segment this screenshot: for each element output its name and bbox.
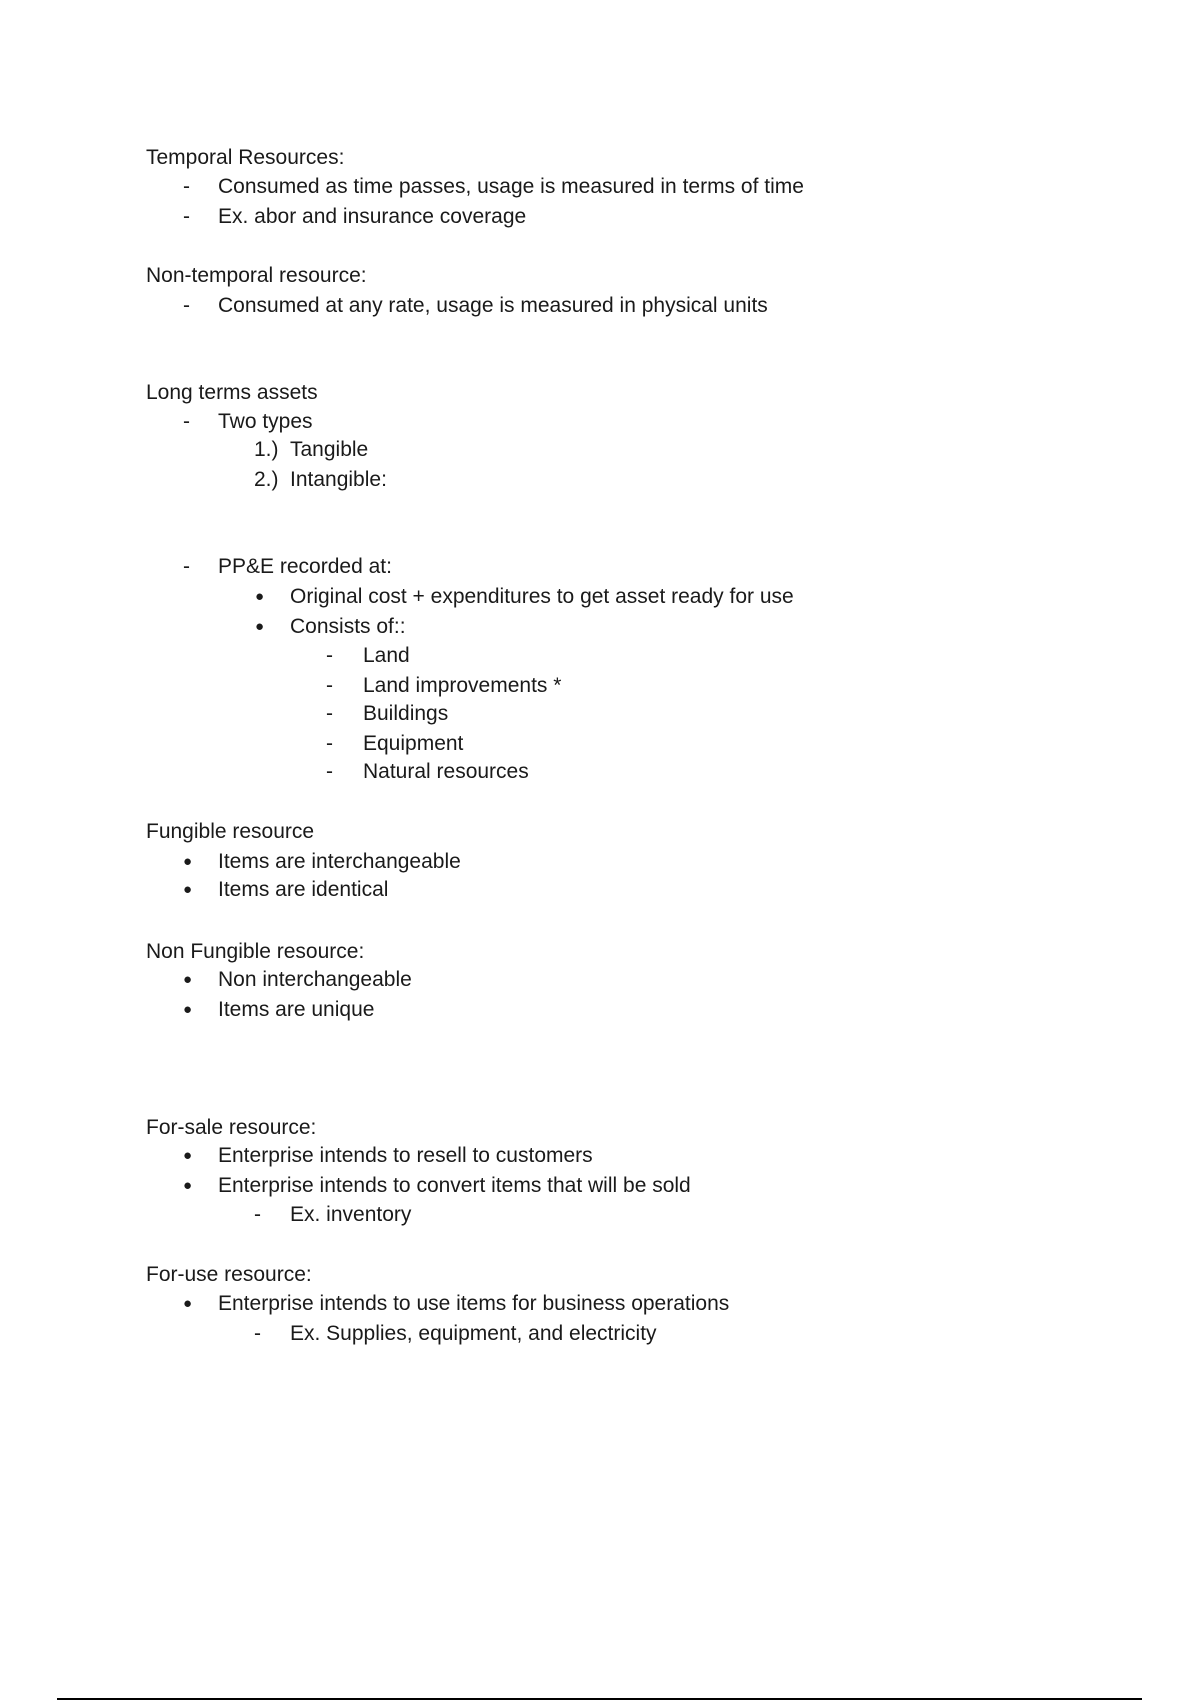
bullet-marker: ● — [255, 588, 265, 605]
list-item: Land — [363, 644, 410, 667]
dash-marker: - — [326, 732, 333, 755]
heading-for-use-resource: For-use resource: — [146, 1263, 312, 1286]
bullet-marker: ● — [255, 618, 265, 635]
bullet-marker: ● — [183, 1147, 193, 1164]
heading-long-term-assets: Long terms assets — [146, 381, 318, 404]
number-marker: 1.) — [254, 438, 279, 461]
heading-temporal-resources: Temporal Resources: — [146, 146, 345, 169]
list-item: Consists of:: — [290, 615, 406, 638]
bullet-marker: ● — [183, 971, 193, 988]
list-item: Enterprise intends to convert items that will be sold — [218, 1174, 691, 1197]
dash-marker: - — [183, 175, 190, 198]
list-item: Land improvements * — [363, 674, 562, 697]
list-item: Enterprise intends to resell to customers — [218, 1144, 593, 1167]
dash-marker: - — [183, 555, 190, 578]
bullet-marker: ● — [183, 1001, 193, 1018]
list-item: Ex. inventory — [290, 1203, 412, 1226]
list-item: PP&E recorded at: — [218, 555, 392, 578]
dash-marker: - — [183, 205, 190, 228]
bullet-marker: ● — [183, 881, 193, 898]
heading-fungible-resource: Fungible resource — [146, 820, 315, 843]
dash-marker: - — [183, 294, 190, 317]
heading-non-fungible-resource: Non Fungible resource: — [146, 940, 365, 963]
list-item: Items are identical — [218, 878, 389, 901]
bullet-marker: ● — [183, 1295, 193, 1312]
number-marker: 2.) — [254, 468, 279, 491]
list-item: Enterprise intends to use items for business operations — [218, 1292, 730, 1315]
dash-marker: - — [326, 674, 333, 697]
list-item: Ex. abor and insurance coverage — [218, 205, 527, 228]
dash-marker: - — [254, 1203, 261, 1226]
list-item: Consumed as time passes, usage is measured in terms of time — [218, 175, 804, 198]
bullet-marker: ● — [183, 853, 193, 870]
dash-marker: - — [326, 702, 333, 725]
dash-marker: - — [254, 1322, 261, 1345]
list-item: Items are interchangeable — [218, 850, 461, 873]
list-item: Items are unique — [218, 998, 375, 1021]
list-item: Equipment — [363, 732, 464, 755]
list-item: Consumed at any rate, usage is measured in physical units — [218, 294, 768, 317]
list-item: Original cost + expenditures to get asset ready for use — [290, 585, 794, 608]
list-item: Intangible: — [290, 468, 387, 491]
list-item: Ex. Supplies, equipment, and electricity — [290, 1322, 657, 1345]
dash-marker: - — [326, 760, 333, 783]
list-item: Buildings — [363, 702, 449, 725]
list-item: Non interchangeable — [218, 968, 412, 991]
dash-marker: - — [326, 644, 333, 667]
bullet-marker: ● — [183, 1177, 193, 1194]
heading-non-temporal-resource: Non-temporal resource: — [146, 264, 367, 287]
list-item: Tangible — [290, 438, 369, 461]
list-item: Natural resources — [363, 760, 529, 783]
list-item: Two types — [218, 410, 313, 433]
dash-marker: - — [183, 410, 190, 433]
heading-for-sale-resource: For-sale resource: — [146, 1116, 317, 1139]
